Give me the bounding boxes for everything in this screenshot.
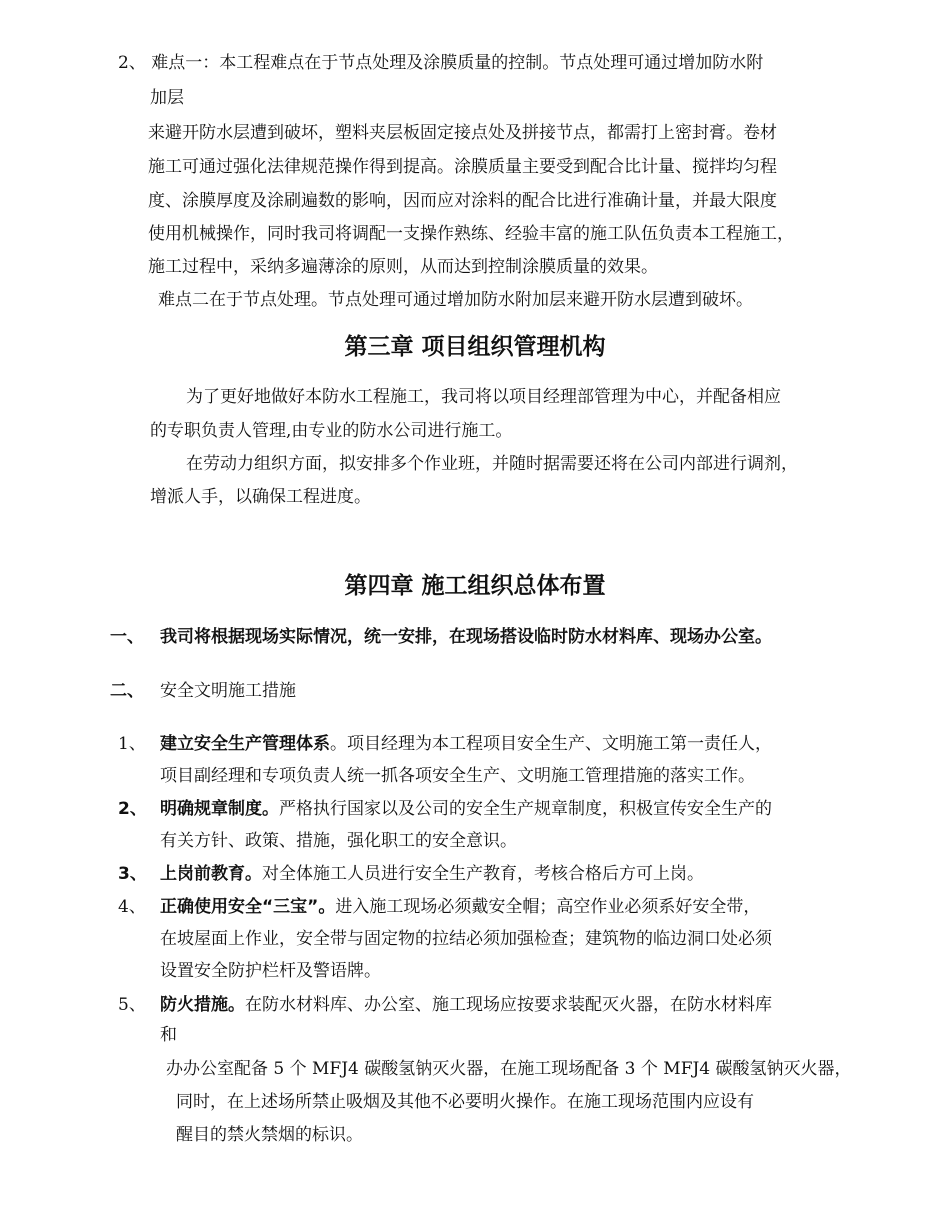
difficulty-line-4: 施工可通过强化法律规范操作得到提高。涂膜质量主要受到配合比计量、搅拌均匀程 <box>148 157 777 177</box>
item2-lead: 明确规章制度。 <box>160 799 279 819</box>
chapter3-p2-line1: 在劳动力组织方面，拟安排多个作业班，并随时据需要还将在公司内部进行调剂， <box>186 454 798 474</box>
item3-lead: 上岗前教育。 <box>160 864 262 884</box>
difficulty-line-5: 度、涂膜厚度及涂刷遍数的影响，因而应对涂料的配合比进行准确计量，并最大限度 <box>148 191 777 211</box>
item1-lead: 建立安全生产管理体系 <box>160 734 330 754</box>
item5-line4: 同时，在上述场所禁止吸烟及其他不必要明火操作。在施工现场范围内应设有 <box>176 1092 754 1112</box>
item2-rest: 严格执行国家以及公司的安全生产规章制度，积极宣传安全生产的 <box>279 799 772 819</box>
item5-lead: 防火措施。 <box>160 995 245 1015</box>
chapter3-p1-line1: 为了更好地做好本防水工程施工，我司将以项目经理部管理为中心，并配备相应 <box>186 387 781 407</box>
item3-number: 3、 <box>118 864 147 884</box>
difficulty-line-3: 来避开防水层遭到破坏，塑料夹层板固定接点处及拼接节点，都需打上密封膏。卷材 <box>148 123 777 143</box>
item1-number: 1、 <box>118 734 146 754</box>
item1-line2: 项目副经理和专项负责人统一抓各项安全生产、文明施工管理措施的落实工作。 <box>160 766 755 786</box>
difficulty-line-6: 使用机械操作，同时我司将调配一支操作熟练、经验丰富的施工队伍负责本工程施工， <box>148 224 794 244</box>
item1-rest: 。项目经理为本工程项目安全生产、文明施工第一责任人， <box>330 734 772 754</box>
item4-line2: 在坡屋面上作业，安全带与固定物的拉结必须加强检查；建筑物的临边洞口处必须 <box>160 929 772 949</box>
section2-number: 二、 <box>110 681 144 701</box>
item3-rest: 对全体施工人员进行安全生产教育，考核合格后方可上岗。 <box>262 864 704 884</box>
chapter3-p1-line2: 的专职负责人管理,由专业的防水公司进行施工。 <box>150 421 513 441</box>
item5-line1 <box>160 994 772 1016</box>
section1-number: 一、 <box>110 627 144 647</box>
item4-lead: 正确使用安全“三宝”。 <box>160 897 336 917</box>
difficulty-line-8: 难点二在于节点处理。节点处理可通过增加防水附加层来避开防水层遭到破坏。 <box>158 290 753 310</box>
item2-line1 <box>160 798 772 820</box>
item2-number: 2、 <box>118 799 147 819</box>
item2-line2: 有关方针、政策、措施，强化职工的安全意识。 <box>160 831 517 851</box>
difficulty-line-1: 2、 难点一：本工程难点在于节点处理及涂膜质量的控制。节点处理可通过增加防水附 <box>118 53 764 73</box>
chapter3-p2-line2: 增派人手，以确保工程进度。 <box>150 487 371 507</box>
section1-text: 我司将根据现场实际情况，统一安排，在现场搭设临时防水材料库、现场办公室。 <box>160 627 772 647</box>
item4-line1 <box>160 896 760 918</box>
item5-number: 5、 <box>118 995 146 1015</box>
chapter3-title: 第三章 项目组织管理机构 <box>344 334 606 360</box>
item5-line3: 办办公室配备 5 个 MFJ4 碳酸氢钠灭火器，在施工现场配备 3 个 MFJ4 碳酸氢钠灭火器， <box>166 1059 852 1079</box>
item4-number: 4、 <box>118 897 146 917</box>
difficulty-line-2: 加层 <box>150 88 184 108</box>
item3-line1 <box>160 863 704 885</box>
section2-heading: 安全文明施工措施 <box>160 681 296 701</box>
item4-rest: 进入施工现场必须戴安全帽；高空作业必须系好安全带， <box>335 897 761 917</box>
item5-line2: 和 <box>160 1025 177 1045</box>
item5-rest: 在防水材料库、办公室、施工现场应按要求装配灭火器，在防水材料库 <box>245 995 772 1015</box>
item4-line3: 设置安全防护栏杆及警语牌。 <box>160 961 381 981</box>
difficulty-line-7: 施工过程中，采纳多遍薄涂的原则，从而达到控制涂膜质量的效果。 <box>148 257 658 277</box>
chapter4-title: 第四章 施工组织总体布置 <box>344 573 606 599</box>
item5-line5: 醒目的禁火禁烟的标识。 <box>176 1125 363 1145</box>
item1-line1 <box>160 733 772 755</box>
